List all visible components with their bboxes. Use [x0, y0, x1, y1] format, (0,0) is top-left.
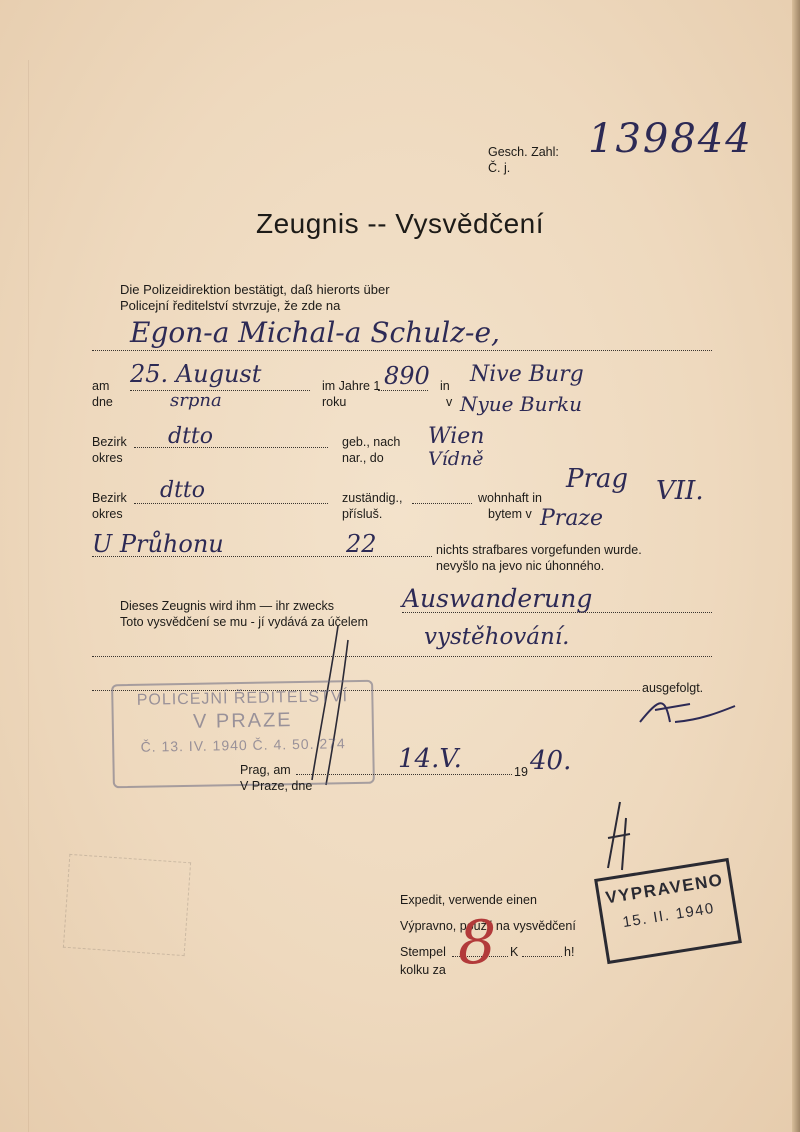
- in-label: in: [440, 379, 450, 393]
- bezirk-value-2-handwritten: dtto: [160, 478, 206, 503]
- birth-place-cz-handwritten: Nyue Burku: [460, 392, 583, 416]
- cj-label: Č. j.: [488, 161, 511, 175]
- reference-number-handwritten: 139844: [588, 116, 753, 162]
- address-line: [92, 556, 432, 557]
- year-prefix-label: 19: [514, 765, 528, 779]
- purpose-line-2: [92, 656, 712, 657]
- dne-label: dne: [92, 395, 113, 409]
- zustandig-line: [412, 503, 472, 504]
- name-line: [92, 350, 712, 351]
- zustandig-label: zuständig.,: [342, 491, 403, 505]
- bezirk-line-1: [134, 447, 328, 448]
- house-number-handwritten: 22: [346, 530, 377, 558]
- v-label: v: [446, 395, 453, 409]
- residence-district-handwritten: VII.: [656, 476, 704, 506]
- birth-year-handwritten: 890: [384, 362, 430, 390]
- okres-label-2: okres: [92, 507, 123, 521]
- nar-label: nar., do: [342, 451, 384, 465]
- purpose-text-cz: Toto vysvědčení se mu - jí vydává za účelem: [120, 615, 369, 629]
- street-handwritten: U Průhonu: [92, 530, 224, 558]
- purpose-de-handwritten: Auswanderung: [402, 584, 593, 613]
- wohnhaft-label: wohnhaft in: [478, 491, 542, 505]
- k-label: K: [510, 945, 519, 959]
- birth-year-line: [378, 390, 428, 391]
- result-text-cz: nevyšlo na jevo nic úhonného.: [436, 559, 605, 573]
- intro-text-cz: Policejní ředitelství stvrzuje, že zde na: [120, 298, 341, 313]
- document-title: Zeugnis -- Vysvědčení: [255, 208, 545, 239]
- police-stamp-line-2: V PRAZE: [192, 709, 293, 733]
- result-text-de: nichts strafbares vorgefunden wurde.: [436, 543, 642, 557]
- prislus-label: přísluš.: [342, 507, 383, 521]
- roku-label: roku: [322, 395, 347, 409]
- expedit-text-cz: Výpravno, použij na vysvědčení: [400, 919, 576, 933]
- person-name-handwritten: Egon-a Michal-a Schulz-e,: [130, 316, 500, 349]
- birth-month-cz-handwritten: srpna: [170, 390, 222, 411]
- birth-date-line: [130, 390, 310, 391]
- official-initials: [590, 798, 640, 878]
- stempel-label: Stempel: [400, 945, 446, 959]
- issue-year-handwritten: 40.: [530, 746, 572, 776]
- signature-mark: [630, 692, 740, 732]
- purpose-line-1: [402, 612, 712, 613]
- page-edge: [792, 0, 800, 1132]
- purpose-cz-handwritten: vystěhování.: [424, 624, 570, 650]
- purpose-text-de: Dieses Zeugnis wird ihm — ihr zwecks: [120, 599, 334, 613]
- bytem-label: bytem v: [488, 507, 532, 521]
- birth-date-handwritten: 25. August: [130, 360, 262, 388]
- geb-place-handwritten: Wien: [428, 424, 485, 449]
- kolku-label: kolku za: [400, 963, 446, 977]
- bezirk-label-2: Bezirk: [92, 491, 127, 505]
- bezirk-line-2: [134, 503, 328, 504]
- geb-label: geb., nach: [342, 435, 401, 449]
- h-label: h!: [564, 945, 575, 959]
- residence-city-cz-handwritten: Praze: [540, 506, 604, 531]
- police-stamp-line-1: POLICEJNÍ ŘEDITELSTVÍ: [136, 688, 349, 709]
- v-praze-label: V Praze, dne: [240, 779, 313, 793]
- police-stamp-line-3: Č. 13. IV. 1940 Č. 4. 50. 274: [140, 735, 346, 755]
- faded-stamp-remnant: [63, 854, 191, 956]
- issue-date-handwritten: 14.V.: [398, 744, 462, 774]
- expedit-text-de: Expedit, verwende einen: [400, 893, 537, 907]
- bezirk-value-1-handwritten: dtto: [168, 424, 214, 449]
- date-line: [296, 774, 512, 775]
- birth-place-handwritten: Nive Burg: [470, 362, 584, 387]
- am-label: am: [92, 379, 110, 393]
- prag-am-label: Prag, am: [240, 763, 291, 777]
- vypraveno-stamp-date: 15. II. 1940: [621, 899, 716, 932]
- stempel-h-line: [522, 956, 562, 957]
- im-jahre-label: im Jahre 1: [322, 379, 381, 393]
- gesch-zahl-label: Gesch. Zahl:: [488, 145, 559, 159]
- bezirk-label-1: Bezirk: [92, 435, 127, 449]
- okres-label-1: okres: [92, 451, 123, 465]
- residence-city-handwritten: Prag: [566, 464, 629, 494]
- intro-text-de: Die Polizeidirektion bestätigt, daß hierorts über: [120, 282, 390, 297]
- geb-place-cz-handwritten: Vídně: [428, 448, 484, 470]
- vypraveno-stamp-text: VYPRAVENO: [604, 870, 725, 908]
- ausgefolgt-label: ausgefolgt.: [642, 681, 704, 695]
- stamp-amount-handwritten: 8: [458, 908, 497, 978]
